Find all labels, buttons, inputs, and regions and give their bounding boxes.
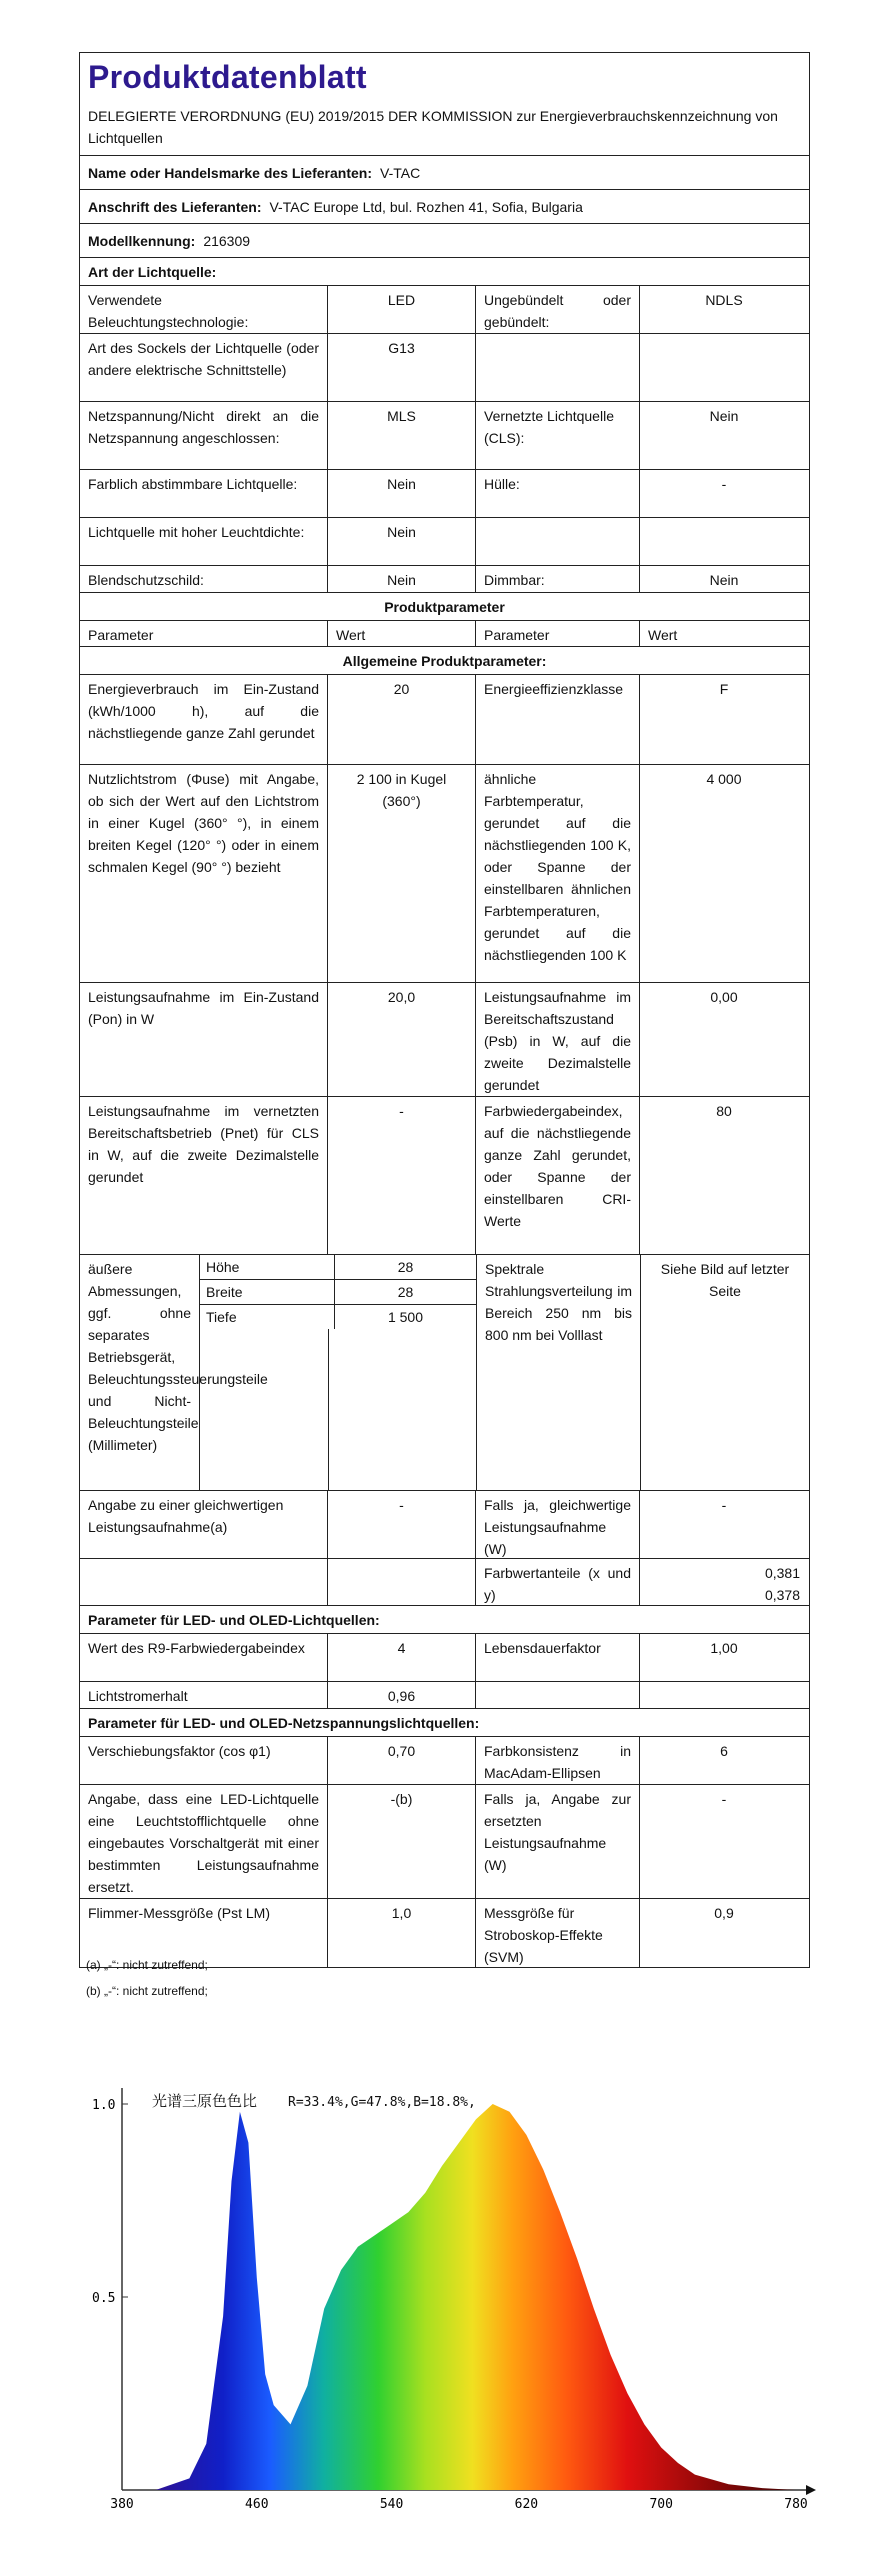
table-cell: 0,70 xyxy=(328,1737,476,1784)
y-tick-label: 1.0 xyxy=(92,2098,116,2113)
table-cell: 20,0 xyxy=(328,983,476,1096)
table-cell: Nutzlichtstrom (Φuse) mit Angabe, ob sich der Wert auf den Lichtstrom in einer Kugel (360° °), in einem breiten Kegel (120° °) oder in einem schmalen Kegel (90° °) bezieht xyxy=(80,765,328,982)
general-table xyxy=(80,675,809,1606)
table-cell: Wert des R9-Farbwiedergabeindex xyxy=(80,1634,328,1681)
table-cell: Farbkonsistenz in MacAdam-Ellipsen xyxy=(476,1737,640,1784)
table-cell: 6 xyxy=(720,1743,728,1759)
table-cell: G13 xyxy=(328,334,476,401)
table-cell: Messgröße für Stroboskop-Effekte (SVM) xyxy=(476,1899,640,1967)
table-cell xyxy=(640,334,808,401)
chart-ratio-text: R=33.4%,G=47.8%,B=18.8%, xyxy=(288,2095,476,2110)
table-cell: Farbwertanteile (x und y) xyxy=(476,1559,640,1605)
spectral-value: Siehe Bild auf letzter Seite xyxy=(660,1261,790,1299)
table-cell: Nein xyxy=(328,518,476,565)
dimension-value: 28 xyxy=(397,1284,414,1300)
light-source-type-heading: Art der Lichtquelle: xyxy=(80,258,809,286)
table-cell: 4 000 xyxy=(706,771,742,787)
table-cell: Lebensdauerfaktor xyxy=(476,1634,640,1681)
col-header-value: Wert xyxy=(648,627,678,643)
table-cell: Nein xyxy=(328,470,476,517)
table-cell: 1,0 xyxy=(328,1899,476,1967)
dimension-value: 1 500 xyxy=(387,1309,423,1325)
model-label: Modellkennung: xyxy=(88,232,196,249)
table-cell: Farblich abstimmbare Lichtquelle: xyxy=(80,470,328,517)
x-axis-arrow xyxy=(806,2485,816,2495)
model-value: 216309 xyxy=(203,232,251,249)
mains-table xyxy=(80,1737,809,1967)
y-tick-label: 0.5 xyxy=(92,2291,116,2306)
table-cell: 2 100 in Kugel (360°) xyxy=(328,765,476,982)
table-cell: Blendschutzschild: xyxy=(80,566,328,592)
table-cell: Falls ja, gleichwertige Leistungsaufnahme (W) xyxy=(476,1491,640,1558)
title-block xyxy=(80,53,809,156)
table-cell: Leistungsaufnahme im vernetzten Bereitschaftsbetrieb (Pnet) für CLS in W, auf die zweite Dezimalstelle gerundet xyxy=(80,1097,328,1254)
table-cell xyxy=(476,334,640,401)
table-cell: 4 xyxy=(328,1634,476,1681)
table-cell: MLS xyxy=(328,402,476,469)
table-cell: - xyxy=(328,1491,476,1558)
type-table xyxy=(80,286,809,593)
table-cell: 1,00 xyxy=(710,1640,738,1656)
footnote-a: (a) „-“: nicht zutreffend; xyxy=(86,1958,208,1972)
table-cell: Angabe, dass eine LED-Lichtquelle eine Leuchtstofflichtquelle ohne eingebautes Vorschaltgerät mit einer bestimmten Leistungsaufnahme ersetzt. xyxy=(80,1785,328,1898)
table-cell: 0,96 xyxy=(328,1682,476,1708)
led-table xyxy=(80,1634,809,1709)
table-cell: Lichtquelle mit hoher Leuchtdichte: xyxy=(80,518,328,565)
table-cell: Art des Sockels der Lichtquelle (oder andere elektrische Schnittstelle) xyxy=(80,334,328,401)
col-header-value: Wert xyxy=(328,621,476,646)
table-cell xyxy=(640,518,808,565)
table-cell: - xyxy=(328,1097,476,1254)
supplier-value: V-TAC xyxy=(380,164,421,181)
table-cell: Vernetzte Lichtquelle (CLS): xyxy=(476,402,640,469)
table-cell: 0,00 xyxy=(710,989,738,1005)
general-params-heading: Allgemeine Produktparameter: xyxy=(80,647,809,675)
table-cell: Leistungsaufnahme im Bereitschaftszustand (Psb) in W, auf die zweite Dezimalstelle gerundet xyxy=(476,983,640,1096)
dimension-value: 28 xyxy=(397,1259,414,1275)
table-cell: -(b) xyxy=(328,1785,476,1898)
table-cell xyxy=(328,1559,476,1605)
supplier-label: Name oder Handelsmarke des Lieferanten: xyxy=(88,164,372,181)
table-cell: Farbwiedergabeindex, auf die nächstliegende ganze Zahl gerundet, oder Spanne der einstellbaren CRI-Werte xyxy=(476,1097,640,1254)
col-header-param: Parameter xyxy=(476,621,640,646)
led-params-heading: Parameter für LED- und OLED-Lichtquellen: xyxy=(80,1606,809,1634)
table-cell: LED xyxy=(328,286,476,333)
table-cell: Leistungsaufnahme im Ein-Zustand (Pon) in W xyxy=(80,983,328,1096)
dimension-key: Breite xyxy=(200,1280,335,1304)
datasheet xyxy=(79,52,810,1968)
model-line xyxy=(80,224,809,258)
table-cell: Falls ja, Angabe zur ersetzten Leistungsaufnahme (W) xyxy=(476,1785,640,1898)
table-cell: Angabe zu einer gleichwertigen Leistungsaufnahme(a) xyxy=(80,1491,328,1558)
x-tick-label: 460 xyxy=(245,2497,269,2512)
product-params-heading: Produktparameter xyxy=(80,593,809,621)
footnote-b: (b) „-“: nicht zutreffend; xyxy=(86,1984,208,1998)
x-tick-label: 380 xyxy=(110,2497,134,2512)
table-cell xyxy=(640,1682,808,1708)
table-cell: - xyxy=(721,1791,727,1807)
table-cell: 0,381 0,378 xyxy=(764,1565,800,1603)
dimensions-row xyxy=(80,1255,809,1491)
x-tick-label: 780 xyxy=(784,2497,808,2512)
supplier-line xyxy=(80,156,809,190)
table-cell: Verschiebungsfaktor (cos φ1) xyxy=(80,1737,328,1784)
table-cell: Nein xyxy=(328,566,476,592)
mains-params-heading: Parameter für LED- und OLED-Netzspannungslichtquellen: xyxy=(80,1709,809,1737)
table-cell: 20 xyxy=(328,675,476,764)
table-cell: Ungebündelt oder gebündelt: xyxy=(476,286,640,333)
table-cell xyxy=(80,1559,328,1605)
table-cell: - xyxy=(721,476,727,492)
table-cell: Energieeffizienzklasse xyxy=(476,675,640,764)
chart-title: 光谱三原色色比 xyxy=(152,2092,258,2110)
table-cell: 0,9 xyxy=(714,1905,734,1921)
table-cell: NDLS xyxy=(705,292,743,308)
page-title: Produktdatenblatt xyxy=(88,59,367,95)
dimensions-label: äußere Abmessungen, ggf. ohne separates Betriebsgerät, Beleuchtungssteuerungsteile und Nicht-Beleuchtungsteile (Millimeter) xyxy=(80,1255,200,1490)
address-value: V-TAC Europe Ltd, bul. Rozhen 41, Sofia, Bulgaria xyxy=(269,198,583,215)
x-tick-label: 700 xyxy=(649,2497,673,2512)
table-cell: Flimmer-Messgröße (Pst LM) xyxy=(80,1899,328,1967)
spectral-label: Spektrale Strahlungsverteilung im Bereich 250 nm bis 800 nm bei Volllast xyxy=(477,1255,641,1490)
address-label: Anschrift des Lieferanten: xyxy=(88,198,262,215)
spectrum-area xyxy=(122,2104,796,2490)
table-cell: 80 xyxy=(716,1103,732,1119)
table-cell: Netzspannung/Nicht direkt an die Netzspannung angeschlossen: xyxy=(80,402,328,469)
table-cell: Nein xyxy=(709,572,739,588)
regulation-text: DELEGIERTE VERORDNUNG (EU) 2019/2015 DER KOMMISSION zur Energieverbrauchskennzeichnung von Lichtquellen xyxy=(88,108,778,146)
table-cell: Hülle: xyxy=(476,470,640,517)
table-cell xyxy=(476,1682,640,1708)
x-tick-label: 620 xyxy=(514,2497,539,2512)
spectrum-chart xyxy=(88,2080,816,2512)
table-cell xyxy=(476,518,640,565)
table-cell: Lichtstromerhalt xyxy=(80,1682,328,1708)
dimensions-table xyxy=(200,1255,477,1490)
spectrum-svg xyxy=(88,2080,816,2512)
dimension-key: Tiefe xyxy=(200,1305,335,1329)
table-cell: Energieverbrauch im Ein-Zustand (kWh/1000 h), auf die nächstliegende ganze Zahl gerundet xyxy=(80,675,328,764)
table-cell: Dimmbar: xyxy=(476,566,640,592)
table-cell: F xyxy=(719,681,729,697)
address-line xyxy=(80,190,809,224)
dimension-key: Höhe xyxy=(200,1255,335,1279)
table-cell: Nein xyxy=(709,408,739,424)
table-cell: - xyxy=(721,1497,727,1513)
table-cell: Verwendete Beleuchtungstechnologie: xyxy=(80,286,328,333)
table-cell: ähnliche Farbtemperatur, gerundet auf die nächstliegenden 100 K, oder Spanne der einstellbaren ähnlichen Farbtemperaturen, gerundet auf die nächstliegenden 100 K xyxy=(476,765,640,982)
x-tick-label: 540 xyxy=(379,2497,404,2512)
col-header-param: Parameter xyxy=(80,621,328,646)
param-header-row xyxy=(80,621,809,647)
